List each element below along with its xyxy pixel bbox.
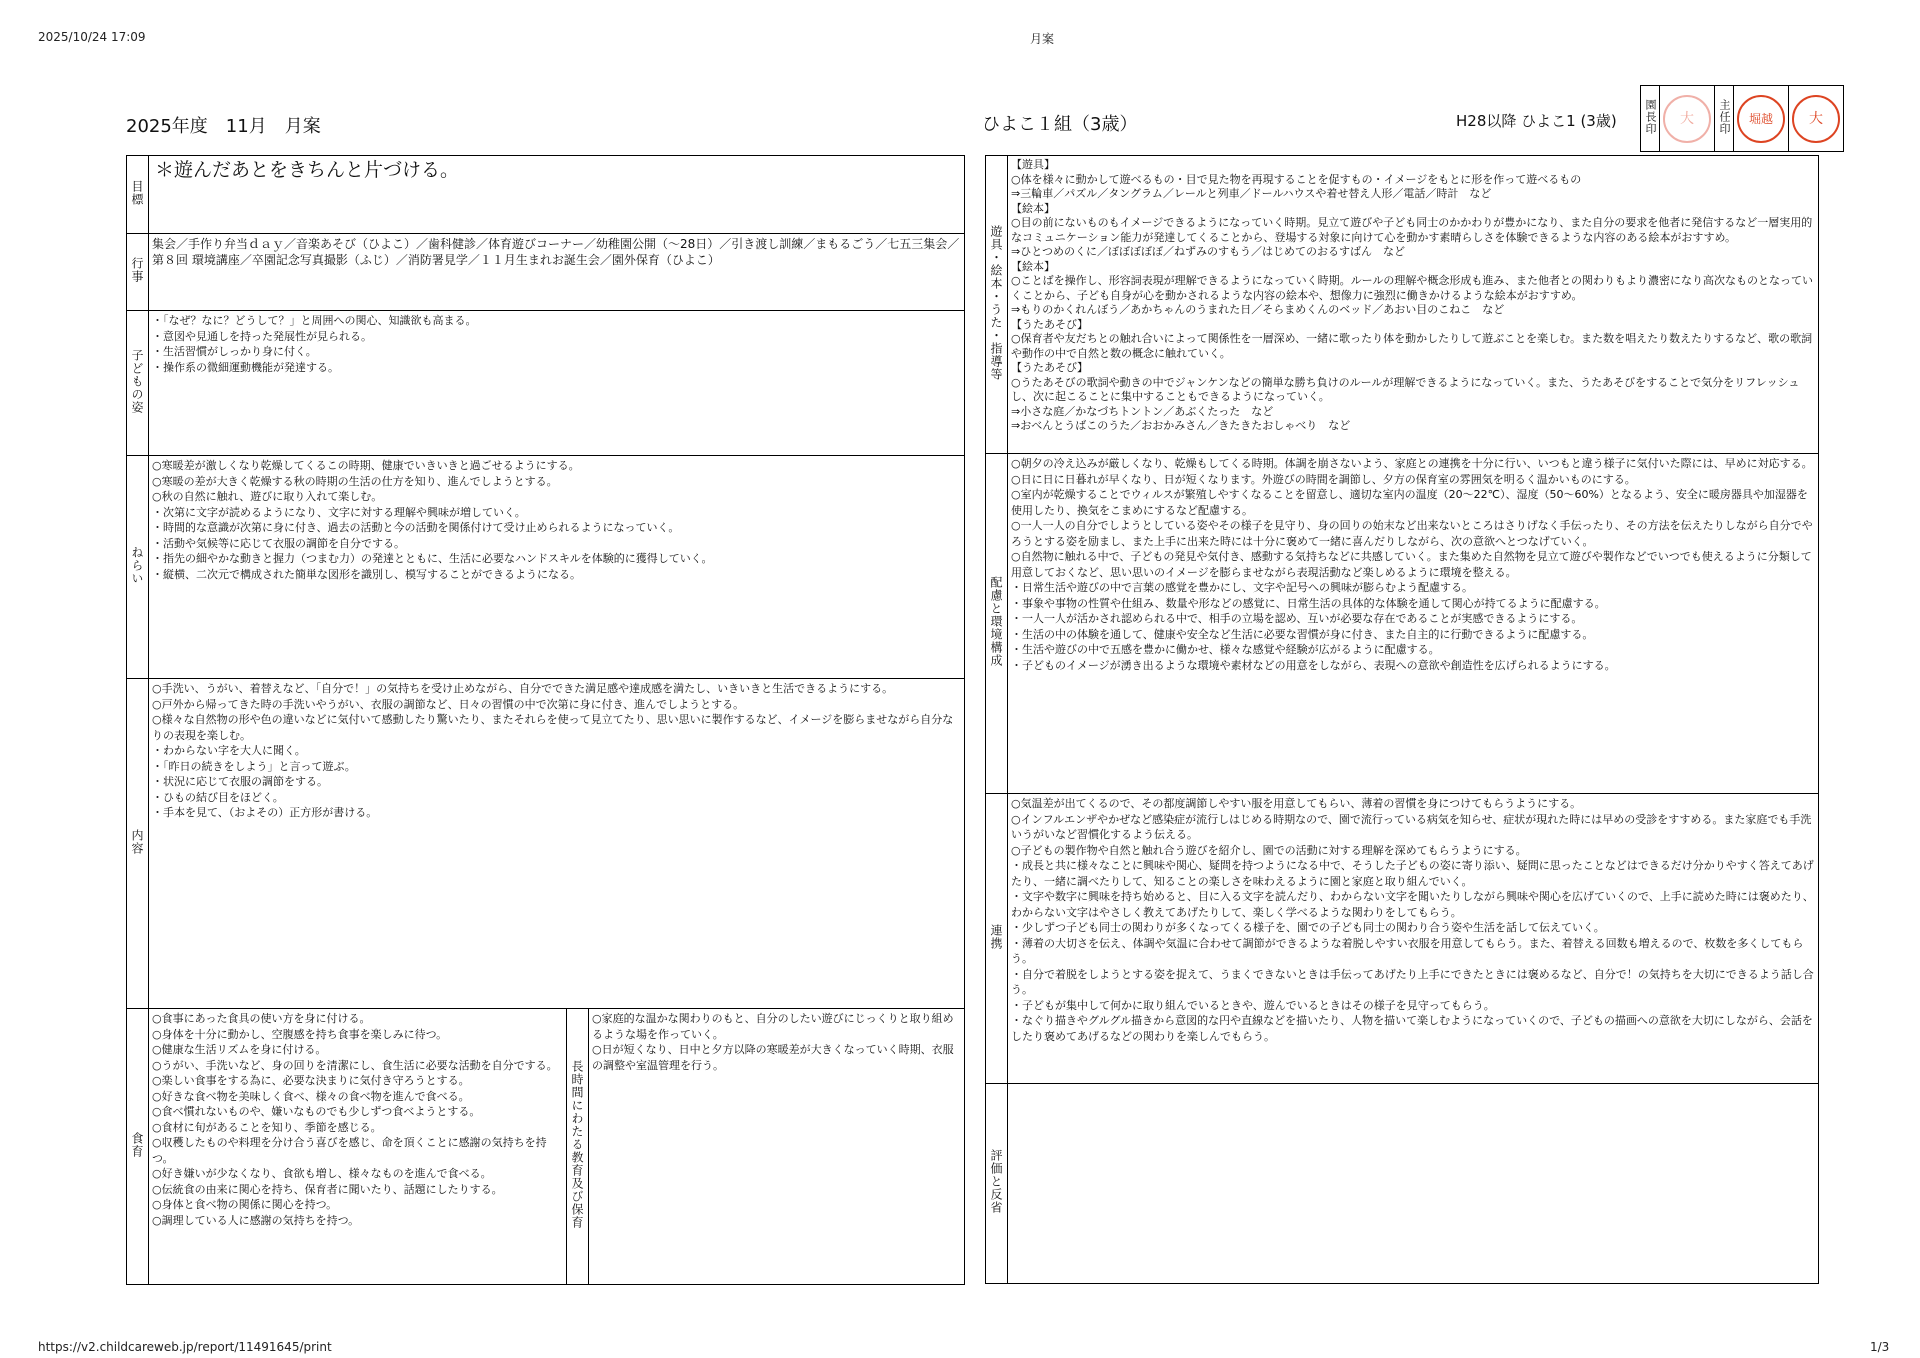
chief-stamp-label: 主任印 xyxy=(1715,86,1734,152)
evaluation-text xyxy=(1008,1084,1819,1284)
director-stamp-cell xyxy=(1660,86,1715,152)
print-page-number: 1/3 xyxy=(1870,1340,1890,1354)
evaluation-label: 評価と反省 xyxy=(989,1149,1003,1214)
food-label: 食育 xyxy=(130,1131,144,1158)
content-row xyxy=(127,679,965,1009)
print-url: https://v2.childcareweb.jp/report/11491645/print xyxy=(38,1340,332,1354)
chief-stamp: 堀越 xyxy=(1737,95,1785,143)
play-label: 遊具・絵本・うた・指導等 xyxy=(989,224,1003,381)
environment-text: ○朝夕の冷え込みが厳しくなり、乾燥もしてくる時期。体調を崩さないよう、家庭との連携を十分に行い、いつもと違う様子に気付いた際には、早めに対応する。 ○日に日に日暮れが早くなり、日が短くなります。外遊びの時間を調節し、夕方の保育室の雰囲気を明るく温かいものにする。 ○室内が乾燥することでウィルスが繁殖しやすくなることを留意し、適切な室内の温度（20～22℃）、湿度（50～60%）となるよう、安全に暖房器具や加湿器を使用したり、換気をこまめにするなど配慮する。 ○一人一人の自分でしようとしている姿やその様子を見守り、身の回りの始末など出来ないところはさりげなく手伝ったり、その方法を伝えたりしながら自分でやろうとする姿を励まし、また上手に出来た時には十分に褒めて一緒に喜んだりしながら、次の意欲へとつなげていく。 ○自然物に触れる中で、子どもの発見や気付き、感動する気持ちなどに共感していく。また集めた自然物を見立て遊びや製作などでいつでも使えるように分類して用意しておくなど、思い思いのイメージを膨らませながら表現活動など楽しめるように環境を整える。 ・日常生活や遊びの中で言葉の感覚を豊かにし、文字や記号への興味が膨らむよう配慮する。 ・事象や事物の性質や仕組み、数量や形などの感覚に、日常生活の具体的な体験を通して関心が持てるように配慮する。 ・一人一人が活かされ認められる中で、相手の立場を認め、互いが必要な存在であることが実感できるようにする。 ・生活の中の体験を通して、健康や安全など生活に必要な習慣が身に付き、また自主的に行動できるように配慮する。 ・生活や遊びの中で五感を豊かに働かせ、様々な感覚や経験が広がるように配慮する。 ・子どものイメージが湧き出るような環境や素材などの用意をしながら、表現への意欲や創造性を広げられるようにする。 xyxy=(1008,454,1819,794)
print-datetime: 2025/10/24 17:09 xyxy=(38,30,146,44)
evaluation-row xyxy=(986,1084,1819,1284)
goal-row xyxy=(127,156,965,234)
food-row xyxy=(127,1009,965,1285)
content-label: 内容 xyxy=(130,828,144,855)
goal-text: ＊遊んだあとをきちんと片づける。 xyxy=(149,156,965,234)
liaison-row xyxy=(986,794,1819,1084)
aims-row xyxy=(127,456,965,679)
environment-label: 配慮と環境構成 xyxy=(989,576,1003,667)
aims-text: ○寒暖差が激しくなり乾燥してくるこの時期、健康でいきいきと過ごせるようにする。 ○寒暖の差が大きく乾燥する秋の時期の生活の仕方を知り、進んでしようとする。 ○秋の自然に触れ、遊びに取り入れて楽しむ。 ・次第に文字が読めるようになり、文字に対する理解や興味が増していく。 ・時間的な意識が次第に身に付き、過去の活動と今の活動を関係付けて受け止められるようになっていく。 ・活動や気候等に応じて衣服の調節を自分でする。 ・指先の細やかな動きと握力（つまむ力）の発達とともに、生活に必要なハンドスキルを体験的に獲得していく。 ・縦横、二次元で構成された簡単な図形を識別し、模写することができるようになる。 xyxy=(149,456,965,679)
child-label: 子どもの姿 xyxy=(130,348,144,414)
longcare-label: 長時間にわたる教育及び保育 xyxy=(570,1060,584,1229)
stamp-table xyxy=(1640,85,1844,152)
class-name: ひよこ１組（3歳） xyxy=(982,114,1138,135)
document-title: 2025年度 11月 月案 xyxy=(126,116,321,137)
events-row xyxy=(127,234,965,311)
director-stamp-label: 園長印 xyxy=(1641,86,1660,152)
content-text: ○手洗い、うがい、着替えなど、「自分で！」の気持ちを受け止めながら、自分でできた満足感や達成感を満たし、いきいきと生活できるようにする。 ○戸外から帰ってきた時の手洗いやうがい、衣服の調節など、日々の習慣の中で次第に身に付き、進んでしようとする。 ○様々な自然物の形や色の違いなどに気付いて感動したり驚いたり、またそれらを使って見立てたり、思い思いに製作するなど、イメージを膨らませながら自分なりの表現を楽しむ。 ・わからない字を大人に聞く。 ・「昨日の続きをしよう」と言って遊ぶ。 ・状況に応じて衣服の調節をする。 ・ひもの結び目をほどく。 ・手本を見て、（およその）正方形が書ける。 xyxy=(149,679,965,1009)
liaison-label: 連携 xyxy=(989,923,1003,950)
child-row xyxy=(127,311,965,456)
right-plan-table xyxy=(985,155,1819,1284)
aims-label: ねらい xyxy=(130,545,144,585)
chief-stamp-cell xyxy=(1734,86,1789,152)
events-text: 集会／手作り弁当ｄａｙ／音楽あそび（ひよこ）／歯科健診／体育遊びコーナー／幼稚園公開（～28日）／引き渡し訓練／まもるごう／七五三集会／第８回 環境講座／卒園記念写真撮影（ふじ）／消防署見学／１１月生まれお誕生会／園外保育（ひよこ） xyxy=(149,234,965,311)
extra-stamp-cell xyxy=(1789,86,1844,152)
food-text: ○食事にあった食具の使い方を身に付ける。 ○身体を十分に動かし、空腹感を持ち食事を楽しみに待つ。 ○健康な生活リズムを身に付ける。 ○うがい、手洗いなど、身の回りを清潔にし、食生活に必要な活動を自分でする。 ○楽しい食事をする為に、必要な決まりに気付き守ろうとする。 ○好きな食べ物を美味しく食べ、様々の食べ物を進んで食べる。 ○食べ慣れないものや、嫌いなものでも少しずつ食べようとする。 ○食材に旬があることを知り、季節を感じる。 ○収穫したものや料理を分け合う喜びを感じ、命を頂くことに感謝の気持ちを持つ。 ○好き嫌いが少なくなり、食欲も増し、様々なものを進んで食べる。 ○伝統食の由来に関心を持ち、保育者に聞いたり、話題にしたりする。 ○身体と食べ物の関係に関心を持つ。 ○調理している人に感謝の気持ちを持つ。 xyxy=(149,1009,567,1285)
liaison-text: ○気温差が出てくるので、その都度調節しやすい服を用意してもらい、薄着の習慣を身につけてもらうようにする。 ○インフルエンザやかぜなど感染症が流行しはじめる時期なので、園で流行っている病気を知らせ、症状が現れた時には早めの受診をすすめる。また家庭でも手洗いうがいなど習慣化するよう伝える。 ○子どもの製作物や自然と触れ合う遊びを紹介し、園での活動に対する理解を深めてもらうようにする。 ・成長と共に様々なことに興味や関心、疑問を持つようになる中で、そうした子どもの姿に寄り添い、疑問に思ったことなどはできるだけ分かりやすく答えてあげたり、一緒に調べたりして、知ることの楽しさを味わえるように園と家庭と取り組んでいく。 ・文字や数字に興味を持ち始めると、目に入る文字を読んだり、わからない文字を聞いたりしながら興味や関心を広げていくので、上手に読めた時には褒めたり、わからない文字はやさしく教えてあげたりして、楽しく学べるような関わりをしてもらう。 ・少しずつ子ども同士の関わりが多くなってくる様子を、園での子ども同士の関わり合う姿や生活を話して伝えていく。 ・薄着の大切さを伝え、体調や気温に合わせて調節ができるような着脱しやすい衣服を用意してもらう。また、着替える回数も増えるので、枚数を多くしてもらう。 ・自分で着脱をしようとする姿を捉えて、うまくできないときは手伝ってあげたり上手にできたときには褒めるなど、自分で！の気持ちを大切にできるよう話し合う。 ・子どもが集中して何かに取り組んでいるときや、遊んでいるときはその様子を見守ってもらう。 ・なぐり描きやグルグル描きから意図的な円や直線などを描いたり、人物を描いて楽しむようになっていくので、子どもの描画への意欲を大切にしながら、会話をしたり褒めてあげるなどの関わりを楽しんでもらう。 xyxy=(1008,794,1819,1084)
left-plan-table xyxy=(126,155,965,1285)
events-label: 行事 xyxy=(130,257,144,283)
goal-label: 目標 xyxy=(130,179,144,206)
child-text: ・「なぜ？なに？どうして？」と周囲への関心、知識欲も高まる。 ・意図や見通しを持った発展性が見られる。 ・生活習慣がしっかり身に付く。 ・操作系の微細運動機能が発達する。 xyxy=(149,311,965,456)
play-row xyxy=(986,156,1819,454)
play-text: 【遊具】 ○体を様々に動かして遊べるもの・目で見た物を再現することを促すもの・イメージをもとに形を作って遊べるもの ⇒三輪車／パズル／タングラム／レールと列車／ドールハウスや着せ替え人形／電話／時計 など 【絵本】 ○目の前にないものもイメージできるようになっていく時期。見立て遊びや子ども同士のかかわりが豊かになり、また自分の要求を他者に発信するなど一層実用的なコミュニケーション能力が発達してくることから、登場する対象に向けて心を動かす素晴らしさを体験できるような内容のある絵本がおすすめ。 ⇒ひとつめのくに／ぼぼぼぼぼ／ねずみのすもう／はじめてのおるすばん など 【絵本】 ○ことばを操作し、形容詞表現が理解できるようになっていく時期。ルールの理解や概念形成も進み、また他者との関わりもより濃密になり高次なものとなっていくことから、子ども自身が心を動かされるような内容の絵本や、想像力に強烈に働きかけるような絵本がおすすめ。 ⇒もりのかくれんぼう／あかちゃんのうまれた日／そらまめくんのベッド／あおい目のこねこ など 【うたあそび】 ○保育者や友だちとの触れ合いによって関係性を一層深め、一緒に歌ったり体を動かしたりして遊ぶことを楽しむ。また数を唱えたり数えたりするなど、歌の歌詞や動作の中で自然と数の概念に触れていく。 【うたあそび】 ○うたあそびの歌詞や動きの中でジャンケンなどの簡単な勝ち負けのルールが理解できるようになっていく。また、うたあそびをすることで気分をリフレッシュし、次に起こることに集中することもできるようになっていく。 ⇒小さな庭／かなづちトントン／あぶくたった など ⇒おべんとうばこのうた／おおかみさん／きたきたおしゃべり など xyxy=(1008,156,1819,454)
longcare-text: ○家庭的な温かな関わりのもと、自分のしたい遊びにじっくりと取り組めるような場を作っていく。 ○日が短くなり、日中と夕方以降の寒暖差が大きくなっていく時期、衣服の調整や室温管理を行う。 xyxy=(589,1009,965,1285)
extra-stamp: 大 xyxy=(1792,95,1840,143)
print-page-title: 月案 xyxy=(1030,32,1055,46)
template-name: H28以降 ひよこ1 (3歳) xyxy=(1456,112,1617,130)
environment-row xyxy=(986,454,1819,794)
director-stamp: 大 xyxy=(1663,95,1711,143)
